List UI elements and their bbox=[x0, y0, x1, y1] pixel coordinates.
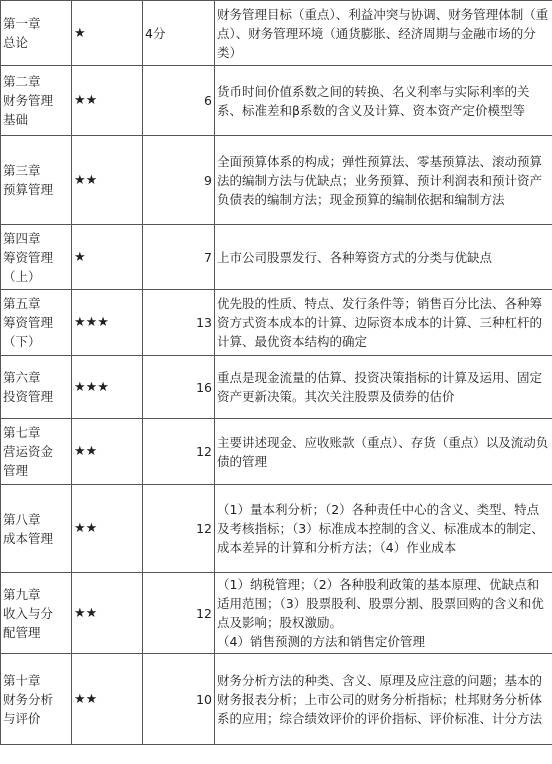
table-row bbox=[1, 66, 552, 136]
key-points-cell: 优先股的性质、特点、发行条件等；销售百分比法、各种筹资方式资本成本的计算、边际资本成本的计算、三种杠杆的计算、最优资本结构的确定 bbox=[215, 290, 552, 356]
chapter-cell: 第二章 财务管理 基础 bbox=[1, 66, 72, 136]
key-points-cell: （1）纳税管理；（2）各种股利政策的基本原理、优缺点和适用范围；（3）股票股利、股票分割、股票回购的含义和优点及影响；股权激励。 （4）销售预测的方法和销售定价管理 bbox=[215, 573, 552, 654]
importance-stars-cell: ★★ bbox=[72, 66, 143, 136]
chapter-cell: 第七章 营运资金 管理 bbox=[1, 419, 72, 485]
score-cell: 10 bbox=[143, 654, 215, 745]
score-cell: 12 bbox=[143, 573, 215, 654]
score-cell: 12 bbox=[143, 485, 215, 573]
table-row bbox=[1, 290, 552, 356]
score-cell: 12 bbox=[143, 419, 215, 485]
importance-stars-cell: ★★ bbox=[72, 654, 143, 745]
table-body bbox=[1, 1, 552, 745]
chapter-cell: 第三章 预算管理 bbox=[1, 136, 72, 225]
key-points-cell: 重点是现金流量的估算、投资决策指标的计算及运用、固定资产更新决策。其次关注股票及债券的估价 bbox=[215, 356, 552, 419]
chapter-cell: 第十章 财务分析 与评价 bbox=[1, 654, 72, 745]
key-points-cell: （1）量本利分析；（2）各种责任中心的含义、类型、特点及考核指标；（3）标准成本控制的含义、标准成本的制定、成本差异的计算和分析方法；（4）作业成本 bbox=[215, 485, 552, 573]
chapter-cell: 第九章 收入与分 配管理 bbox=[1, 573, 72, 654]
table-row bbox=[1, 225, 552, 290]
key-points-cell: 上市公司股票发行、各种筹资方式的分类与优缺点 bbox=[215, 225, 552, 290]
chapter-cell: 第五章 筹资管理 （下） bbox=[1, 290, 72, 356]
chapter-cell: 第六章 投资管理 bbox=[1, 356, 72, 419]
score-cell: 7 bbox=[143, 225, 215, 290]
importance-stars-cell: ★★ bbox=[72, 136, 143, 225]
importance-stars-cell: ★★ bbox=[72, 573, 143, 654]
importance-stars-cell: ★★ bbox=[72, 419, 143, 485]
importance-stars-cell: ★★ bbox=[72, 485, 143, 573]
table-row bbox=[1, 485, 552, 573]
key-points-cell: 主要讲述现金、应收账款（重点）、存货（重点）以及流动负债的管理 bbox=[215, 419, 552, 485]
chapter-cell: 第四章 筹资管理 （上） bbox=[1, 225, 72, 290]
table-row bbox=[1, 136, 552, 225]
table-row bbox=[1, 654, 552, 745]
score-cell: 6 bbox=[143, 66, 215, 136]
table-row bbox=[1, 573, 552, 654]
key-points-cell: 财务分析方法的种类、含义、原理及应注意的问题；基本的财务报表分析；上市公司的财务分析指标；杜邦财务分析体系的应用；综合绩效评价的评价指标、评价标准、计分方法 bbox=[215, 654, 552, 745]
score-cell: 13 bbox=[143, 290, 215, 356]
chapter-cell: 第八章 成本管理 bbox=[1, 485, 72, 573]
table-row bbox=[1, 1, 552, 66]
importance-stars-cell: ★ bbox=[72, 1, 143, 66]
table-row bbox=[1, 419, 552, 485]
key-points-cell: 货币时间价值系数之间的转换、名义利率与实际利率的关系、标准差和β系数的含义及计算、资本资产定价模型等 bbox=[215, 66, 552, 136]
importance-stars-cell: ★★★ bbox=[72, 290, 143, 356]
table-row bbox=[1, 356, 552, 419]
score-cell: 9 bbox=[143, 136, 215, 225]
key-points-cell: 财务管理目标（重点）、利益冲突与协调、财务管理体制（重点）、财务管理环境（通货膨胀、经济周期与金融市场的分类） bbox=[215, 1, 552, 66]
key-points-cell: 全面预算体系的构成；弹性预算法、零基预算法、滚动预算法的编制方法与优缺点；业务预算、预计利润表和预计资产负债表的编制方法；现金预算的编制依据和编制方法 bbox=[215, 136, 552, 225]
importance-stars-cell: ★ bbox=[72, 225, 143, 290]
importance-stars-cell: ★★★ bbox=[72, 356, 143, 419]
score-cell: 4分 bbox=[143, 1, 215, 66]
score-cell: 16 bbox=[143, 356, 215, 419]
chapter-cell: 第一章 总论 bbox=[1, 1, 72, 66]
